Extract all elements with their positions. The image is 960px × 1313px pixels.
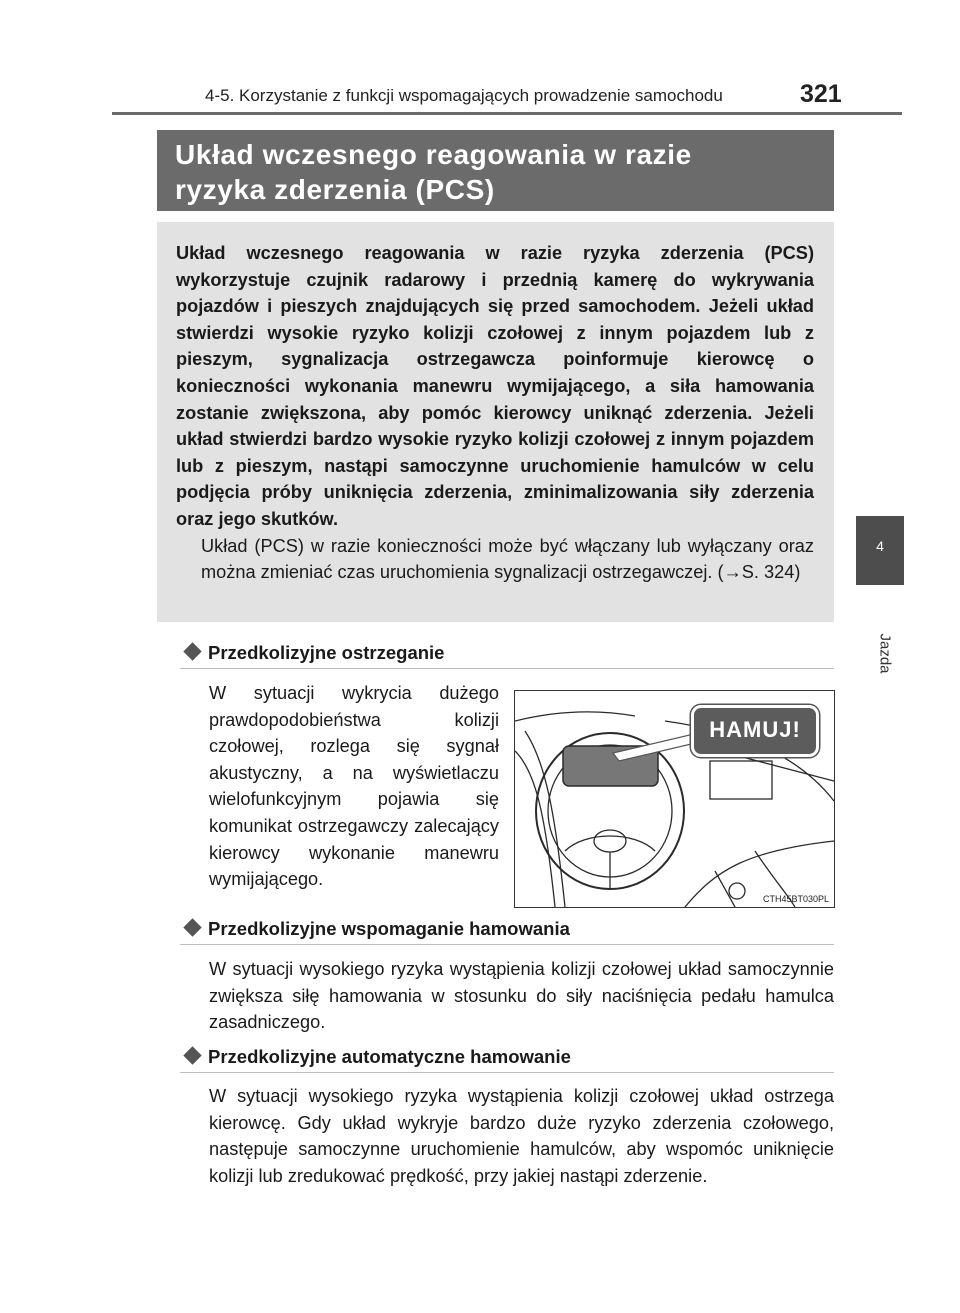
diamond-bullet-icon [183, 918, 201, 936]
figure-code: CTH45BT030PL [762, 894, 829, 904]
diamond-bullet-icon [183, 1046, 201, 1064]
section-divider [180, 944, 834, 945]
section-text-brake-assist: W sytuacji wysokiego ryzyka wystąpienia kolizji czołowej układ samoczynnie zwiększa siłę hamowania w stosunku do siły naciśnięcia pedału hamulca zasadniczego. [209, 959, 834, 1033]
diamond-bullet-icon [183, 642, 201, 660]
title-line-1: Układ wczesnego reagowania w razie [175, 139, 692, 170]
section-heading-auto-brake [186, 1046, 571, 1068]
section-heading-brake-assist [186, 918, 570, 940]
section-text-auto-brake: W sytuacji wysokiego ryzyka wystąpienia kolizji czołowej układ ostrzega kierowcę. Gdy układ wykryje bardzo duże ryzyko zderzenia czołowego, następuje samoczynne uruchomienie hamulców, aby wspomóc uniknięcie kolizji lub zredukować prędkość, przy jakiej nastąpi zderzenie. [209, 1086, 834, 1186]
warning-message-text: HAMUJ! [709, 717, 801, 742]
section-heading-warning [186, 642, 444, 664]
section-heading-text: Przedkolizyjne automatyczne hamowanie [208, 1046, 571, 1067]
intro-box [157, 222, 834, 622]
section-text-warning: W sytuacji wykrycia dużego prawdopodobieństwa kolizji czołowej, rozlega się sygnał akustyczny, a na wyświetlaczu wielofunkcyjnym pojawia się komunikat ostrzegawczy zalecający kierowcy wykonanie manewru wymijającego. [209, 683, 499, 890]
intro-bold-paragraph: Układ wczesnego reagowania w razie ryzyka zderzenia (PCS) wykorzystuje czujnik radarowy i przednią kamerę do wykrywania pojazdów i pieszych znajdujących się przed samochodem. Jeżeli układ stwierdzi wysokie ryzyko kolizji czołowej z innym pojazdem lub z pieszym, sygnalizacja ostrzegawcza poinformuje kierowcę o konieczności wykonania manewru wymijającego, a siła hamowania zostanie zwiększona, aby pomóc kierowcy uniknąć zderzenia. Jeżeli układ stwierdzi bardzo wysokie ryzyko kolizji czołowej z innym pojazdem lub z pieszym, nastąpi samoczynne uruchomienie hamulców w celu podjęcia próby uniknięcia zderzenia, zminimalizowania siły zderzenia oraz jego skutków. [176, 243, 814, 529]
title-line-2: ryzyka zderzenia (PCS) [175, 174, 495, 205]
chapter-number: 4 [876, 538, 884, 554]
section-heading-text: Przedkolizyjne ostrzeganie [208, 642, 445, 663]
section-divider [180, 668, 834, 669]
intro-sub-paragraph: Układ (PCS) w razie konieczności może być włączany lub wyłączany oraz można zmieniać czas uruchomienia sygnalizacji ostrzegawczej. (→S. 324) [201, 535, 814, 583]
chapter-tab [856, 516, 904, 585]
section-divider [180, 1072, 834, 1073]
page-number: 321 [800, 80, 842, 108]
dashboard-illustration [514, 690, 835, 908]
section-title-band [157, 130, 834, 211]
chapter-label: Jazda [876, 633, 894, 674]
header-section-title: 4-5. Korzystanie z funkcji wspomagających prowadzenie samochodu [205, 86, 723, 105]
warning-message-bubble [691, 705, 819, 757]
header-divider [112, 112, 902, 115]
section-heading-text: Przedkolizyjne wspomaganie hamowania [208, 918, 570, 939]
